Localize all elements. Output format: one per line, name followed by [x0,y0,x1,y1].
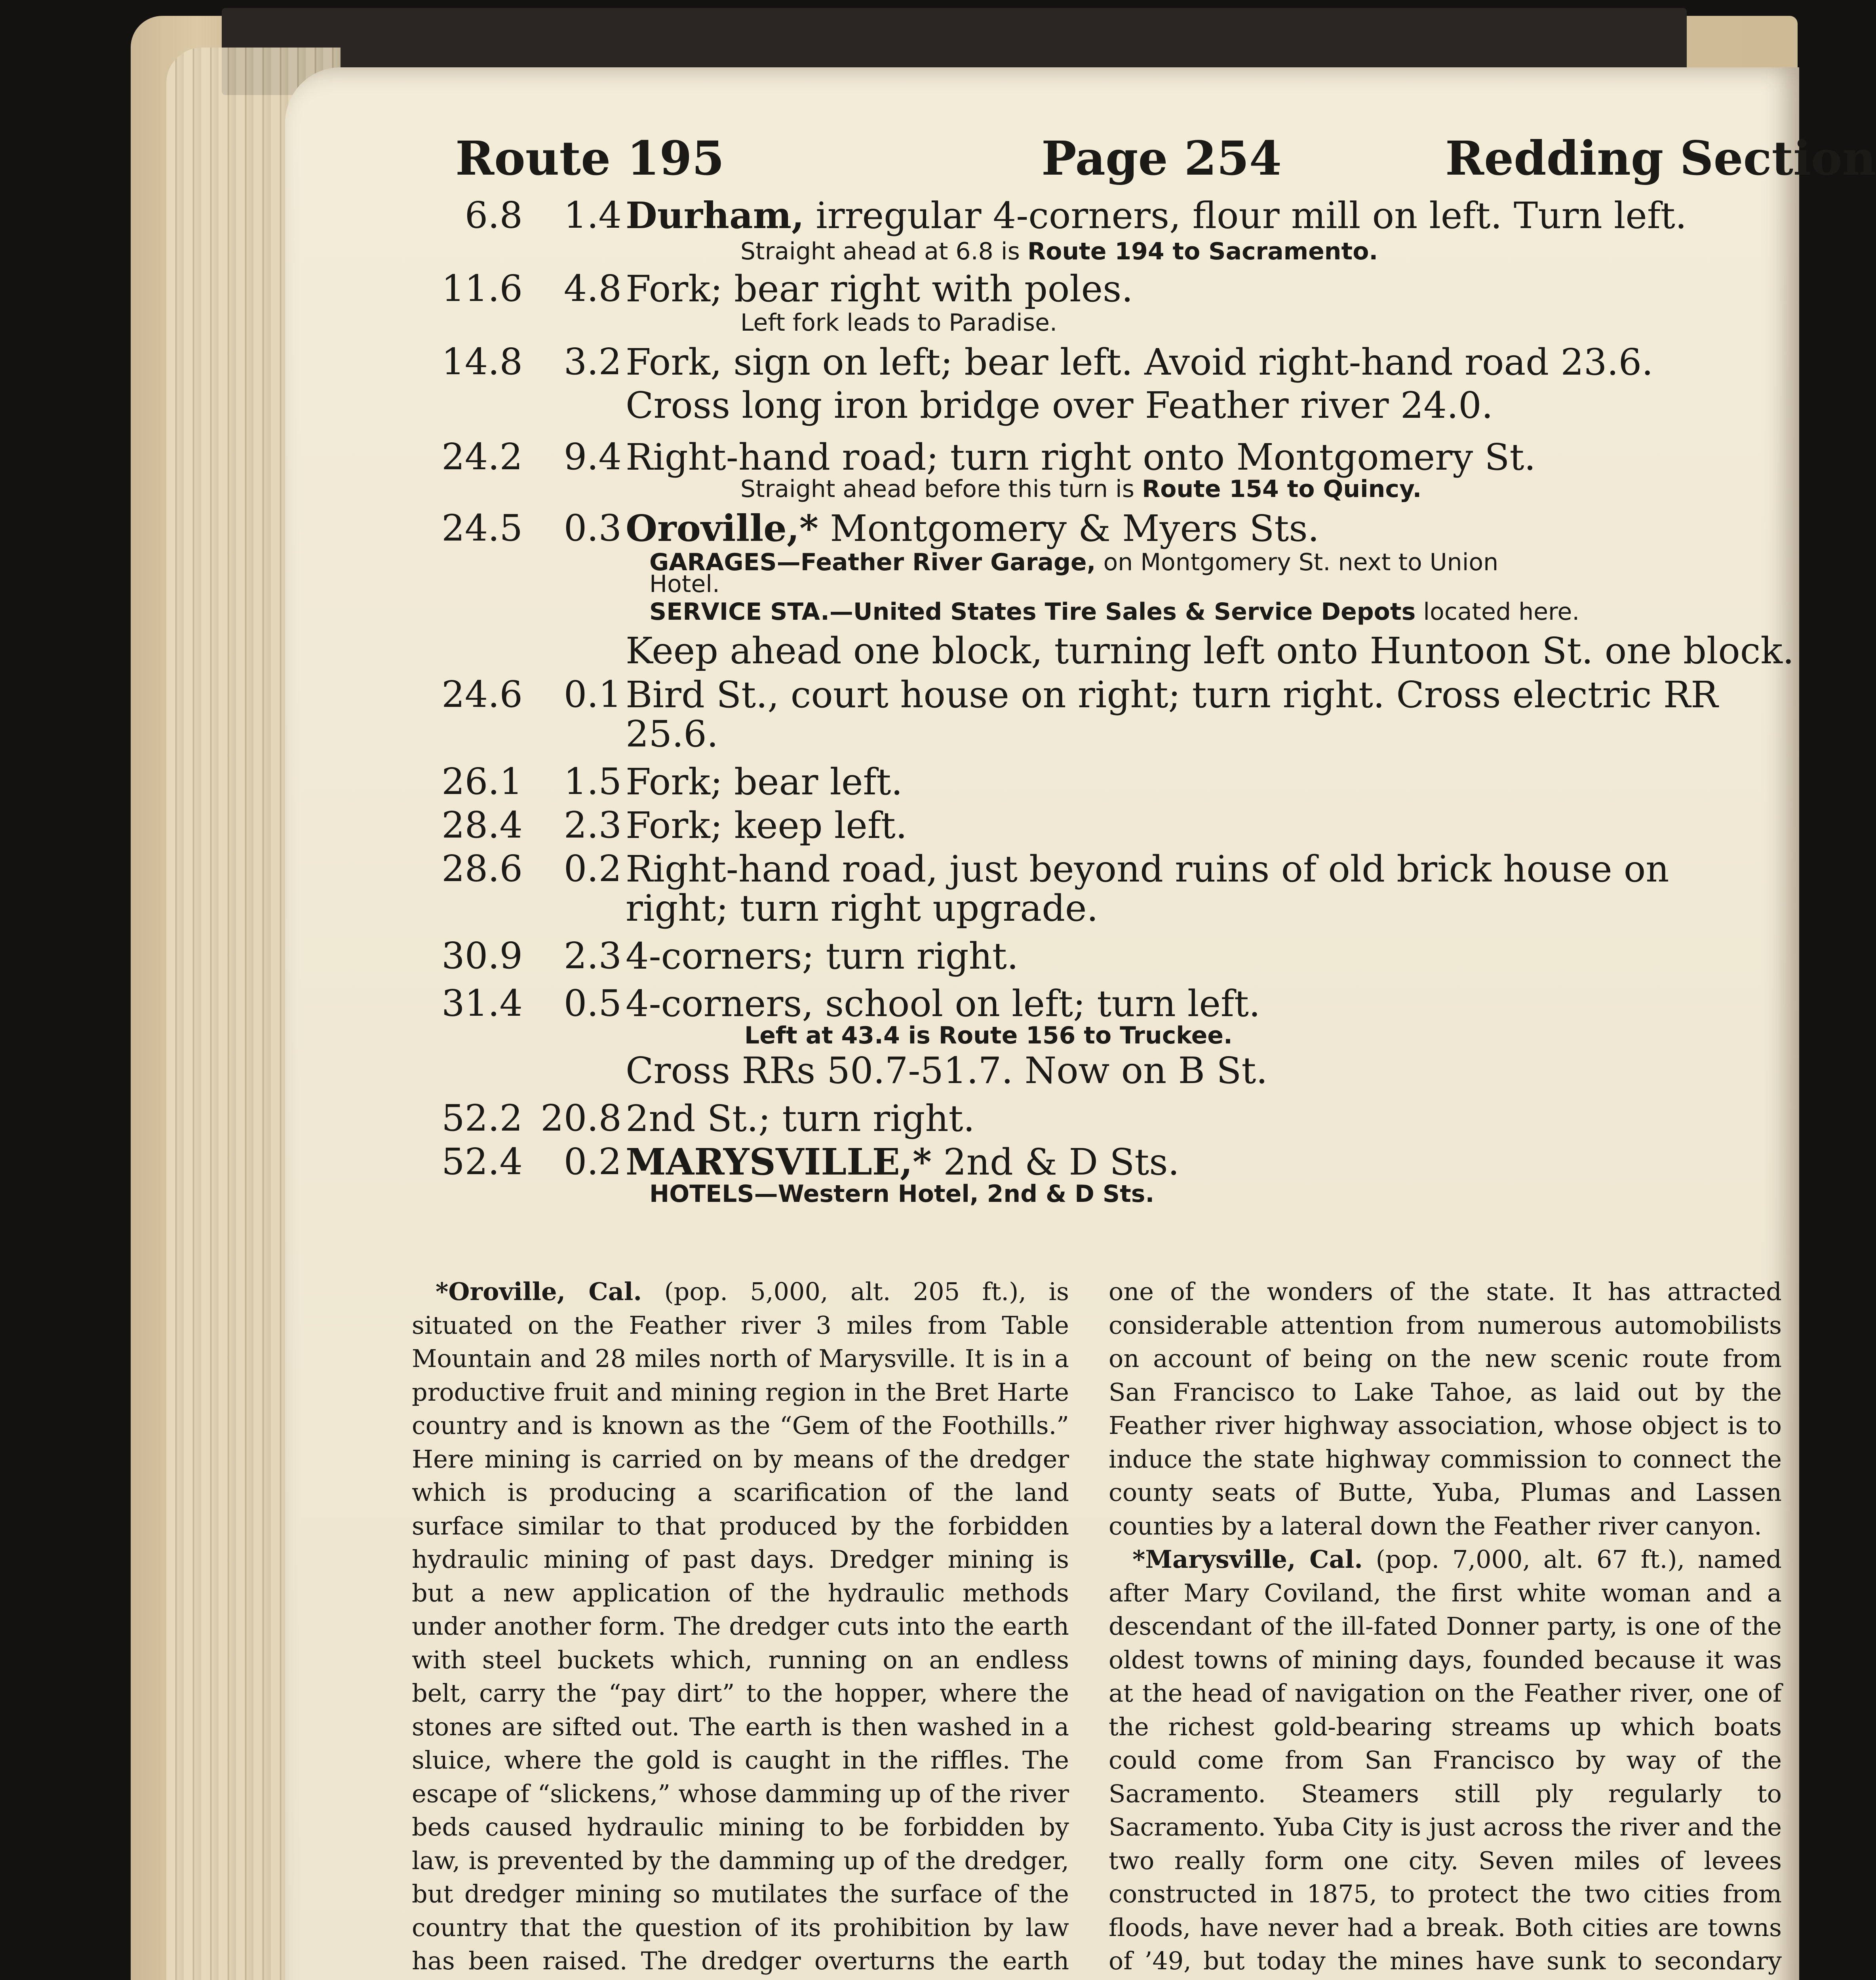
mileage-total: 11.6 [441,267,523,310]
mileage-step: 0.5 [563,982,622,1024]
route-line [412,341,1782,384]
garage-note: GARAGES—Feather River Garage, on Montgomery St. next to Union [649,548,1499,576]
route-text: Bird St., court house on right; turn right. Cross electric RR [626,674,1718,716]
mileage-total: 28.4 [441,804,523,846]
mileage-step: 1.5 [563,760,622,803]
route-line [412,1097,1782,1140]
route-text: Fork; keep left. [626,804,908,847]
mileage-total: 14.8 [441,341,523,383]
mileage-total: 52.4 [441,1140,523,1183]
route-continuation: Keep ahead one block, turning left onto Huntoon St. one block. [626,630,1794,672]
route-note: Straight ahead at 6.8 is Route 194 to Sacramento. [740,238,1378,265]
article-title: *Marysville, Cal. [1132,1545,1363,1574]
route-line [412,982,1782,1026]
route-line [412,760,1782,804]
route-line [412,267,1782,311]
mileage-total: 31.4 [441,982,523,1024]
mileage-total: 28.6 [441,847,523,890]
mileage-total: 24.6 [441,673,523,716]
mileage-total: 24.5 [441,507,523,549]
page-header [440,131,1876,190]
article-paragraph: *Marysville, Cal. (pop. 7,000, alt. 67 ft.), named after Mary Coviland, the first white woman and a descendant of the ill-fated Donner party, is one of the oldest towns of mining days, founded because it was at the head of navigation on the Feather river, one of the richest gold-bearing streams up which boats could come from San Francisco by way of the Sacramento. Steamers still ply regularly to Sacramento. Yuba City is just across the river and the two really form one city. Seven miles of levees constructed in 1875, to protect the two cities from floods, have never had a break. Both cities are towns of ’49, but today the mines have sunk to secondary [1109,1545,1782,1975]
garage-note-cont: Hotel. [649,570,720,598]
mileage-step: 0.2 [563,847,622,890]
service-note: SERVICE STA.—United States Tire Sales & Service Depots located here. [649,598,1580,626]
mileage-total: 24.2 [441,436,523,478]
route-line [412,194,1782,238]
route-text: 4-corners, school on left; turn left. [626,982,1261,1025]
mileage-step: 2.3 [563,935,622,977]
route-text: 4-corners; turn right. [626,935,1019,977]
mileage-step: 4.8 [563,267,622,310]
article-paragraph: *Oroville, Cal. (pop. 5,000, alt. 205 ft.), is situated on the Feather river 3 miles from Table Mountain and 28 miles north of Marysville. It is in a productive fruit and mining region in the Bret Harte country and is known as the “Gem of the Foothills.” Here mining is carried on by means of the dredger which is producing a scarification of the land surface similar to that produced by the forbidden hydraulic mining of past days. Dredger mining is but a new application of the hydraulic methods under another form. The dredger cuts into the earth with steel buckets which, running on an endless belt, carry the “pay dirt” to the hopper, where the stones are sifted out. The earth is then washed in a sluice, where the gold is caught in the riffles. The escape of “slickens,” whose damming up of the river beds caused hydraulic mining to be forbidden by law, is prevented by the damming up of the dredger, but dredger mining so mutilates the surface of the country that the question of its prohibition by law has been raised. The dredger overturns the earth [412,1277,1069,1975]
route-text: Fork; bear right with poles. [626,268,1133,310]
route-note: Straight ahead before this turn is Route 154 to Quincy. [740,475,1422,503]
mileage-total: 6.8 [464,194,523,236]
route-note: Left fork leads to Paradise. [740,309,1058,337]
route-line [412,804,1782,847]
route-text: Oroville,* Montgomery & Myers Sts. [626,507,1319,550]
mileage-step: 0.1 [563,673,622,716]
mileage-step: 9.4 [563,436,622,478]
mileage-total: 30.9 [441,935,523,977]
route-line [412,935,1782,978]
route-text: Right-hand road, just beyond ruins of old brick house on [626,848,1669,890]
route-line [412,507,1782,550]
mileage-step: 3.2 [563,341,622,383]
route-continuation: Cross long iron bridge over Feather river 24.0. [626,384,1493,426]
mileage-step: 20.8 [540,1097,622,1139]
hotel-note: HOTELS—Western Hotel, 2nd & D Sts. [649,1180,1155,1208]
mileage-step: 2.3 [563,804,622,846]
route-text: MARYSVILLE,* 2nd & D Sts. [626,1140,1180,1183]
article-paragraph: one of the wonders of the state. It has attracted considerable attention from numerous automobilists on account of being on the new scenic route from San Francisco to Lake Tahoe, as laid out by the Feather river highway association, whose object is to induce the state highway commission to connect the county seats of Butte, Yuba, Plumas and Lassen counties by a lateral down the Feather river canyon. [1109,1277,1782,1540]
page-number: Page 254 [1041,131,1282,186]
route-text: 2nd St.; turn right. [626,1097,975,1140]
route-line [412,847,1782,891]
article-title: *Oroville, Cal. [436,1277,642,1306]
route-text: Right-hand road; turn right onto Montgomery St. [626,436,1536,478]
mileage-total: 26.1 [441,760,523,803]
route-text: Durham, irregular 4-corners, flour mill on left. Turn left. [626,194,1687,237]
oroville-article [412,1275,1069,1980]
route-line [412,673,1782,717]
mileage-total: 52.2 [441,1097,523,1139]
page-content [412,119,1876,1980]
section-title: Redding Section [1445,131,1876,186]
mileage-step: 1.4 [563,194,622,236]
mileage-step: 0.3 [563,507,622,549]
route-continuation: right; turn right upgrade. [626,887,1098,929]
route-text: Fork; bear left. [626,761,903,803]
route-note: Left at 43.4 is Route 156 to Truckee. [744,1022,1233,1049]
route-continuation: Cross RRs 50.7-51.7. Now on B St. [626,1049,1268,1092]
route-continuation: 25.6. [626,713,719,755]
marysville-article [1109,1275,1782,1980]
route-text: Fork, sign on left; bear left. Avoid right-hand road 23.6. [626,341,1653,383]
route-number: Route 195 [455,131,725,186]
mileage-step: 0.2 [563,1140,622,1183]
route-line [412,436,1782,479]
route-line [412,1140,1782,1184]
